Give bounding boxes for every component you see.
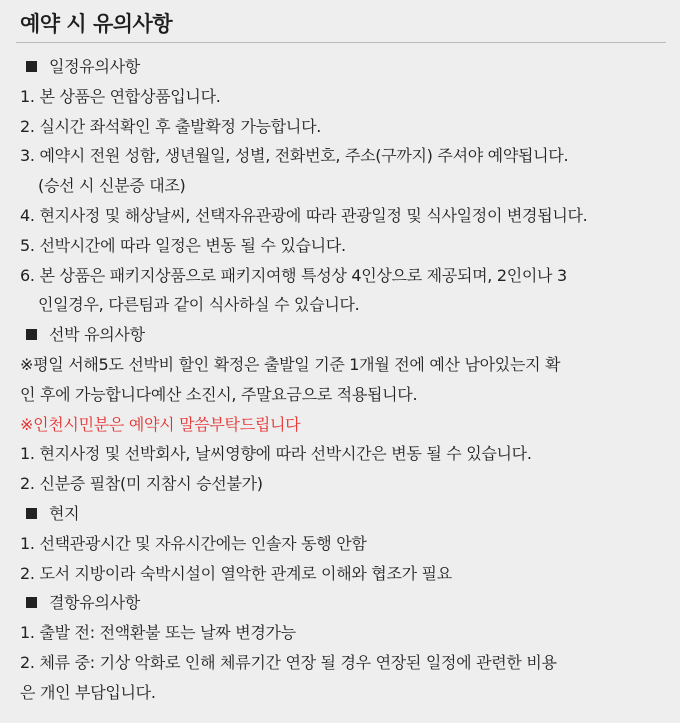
- list-item-continuation: 인일경우, 다른팀과 같이 식사하실 수 있습니다.: [38, 295, 360, 315]
- list-item: 3. 예약시 전원 성함, 생년월일, 성별, 전화번호, 주소(구까지) 주셔야 예약됩니다.: [20, 146, 569, 166]
- list-item: 1. 본 상품은 연합상품입니다.: [20, 86, 221, 106]
- section-heading-schedule: [20, 52, 664, 82]
- list-item: 5. 선박시간에 따라 일정은 변동 될 수 있습니다.: [20, 235, 346, 255]
- list-item: 2. 체류 중: 기상 악화로 인해 체류기간 연장 될 경우 연장된 일정에 관련한 비용: [20, 652, 557, 672]
- list-item: 2. 도서 지방이라 숙박시설이 열악한 관계로 이해와 협조가 필요: [20, 563, 452, 583]
- section-heading-label: 일정유의사항: [49, 57, 140, 76]
- list-item: 6. 본 상품은 패키지상품으로 패키지여행 특성상 4인상으로 제공되며, 2인이나 3: [20, 265, 567, 285]
- list-item: 4. 현지사정 및 해상날씨, 선택자유관광에 따라 관광일정 및 식사일정이 변경됩니다.: [20, 205, 588, 225]
- list-item: 2. 실시간 좌석확인 후 출발확정 가능합니다.: [20, 116, 322, 136]
- list-item-continuation: 은 개인 부담입니다.: [20, 682, 156, 702]
- list-item-continuation: (승선 시 신분증 대조): [38, 176, 186, 196]
- list-item: 1. 출발 전: 전액환불 또는 날짜 변경가능: [20, 623, 296, 643]
- incheon-resident-note: ※인천시민분은 예약시 말씀부탁드립니다: [20, 414, 301, 434]
- section-heading-cancel: [20, 588, 664, 618]
- list-item: 2. 신분증 필참(미 지참시 승선불가): [20, 474, 263, 494]
- section-heading-label: 결항유의사항: [49, 593, 140, 613]
- square-bullet-icon: [26, 508, 37, 519]
- title-divider: [16, 42, 666, 43]
- page-title: 예약 시 유의사항: [20, 12, 173, 36]
- section-heading-ship: [20, 320, 664, 350]
- list-item: 1. 선택관광시간 및 자유시간에는 인솔자 동행 안함: [20, 533, 367, 553]
- ship-discount-note-continuation: 인 후에 가능합니다예산 소진시, 주말요금으로 적용됩니다.: [20, 384, 418, 404]
- list-item: 1. 현지사정 및 선박회사, 날씨영향에 따라 선박시간은 변동 될 수 있습니다.: [20, 444, 532, 464]
- section-heading-label: 선박 유의사항: [49, 325, 145, 345]
- notice-content: [20, 52, 664, 708]
- square-bullet-icon: [26, 597, 37, 608]
- section-heading-local: [20, 499, 664, 529]
- square-bullet-icon: [26, 61, 37, 72]
- ship-discount-note: ※평일 서해5도 선박비 할인 확정은 출발일 기준 1개월 전에 예산 남아있는지 확: [20, 354, 561, 374]
- section-heading-label: 현지: [49, 503, 80, 523]
- square-bullet-icon: [26, 329, 37, 340]
